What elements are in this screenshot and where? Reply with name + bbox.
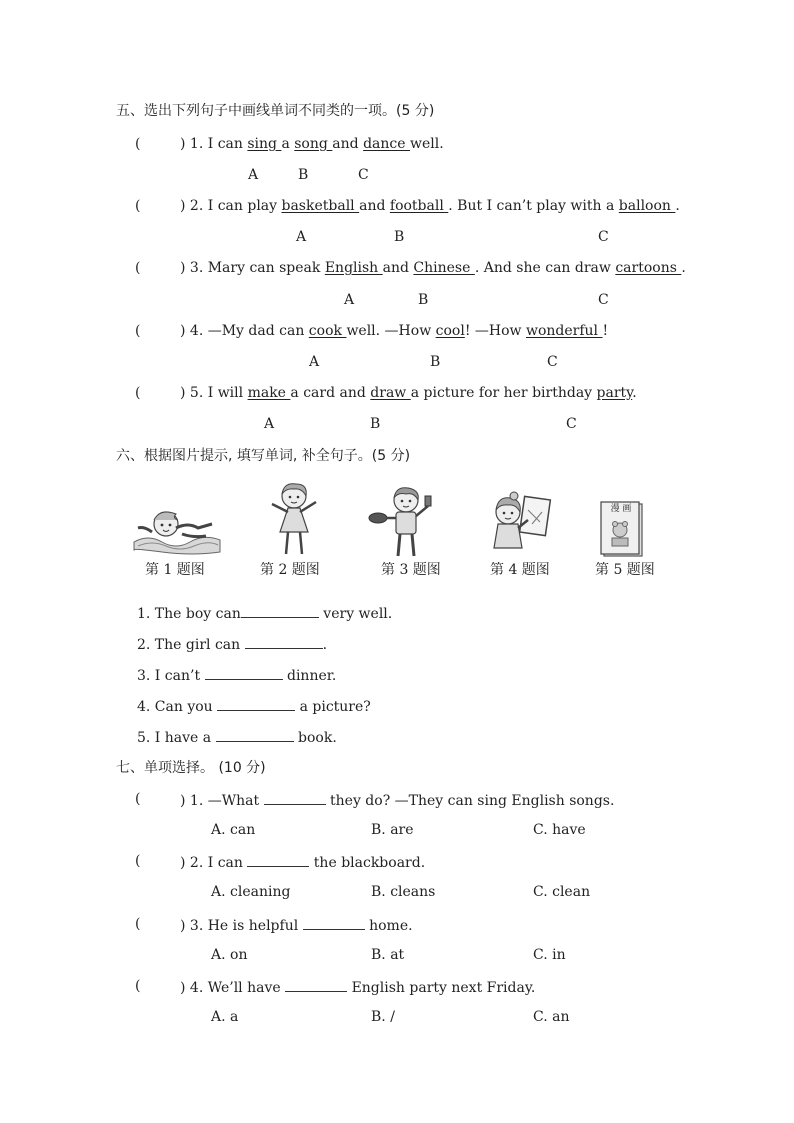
answer-blank[interactable] [264,790,326,805]
picture-caption-1: 第 1 题图 [145,562,205,578]
label-a: A [309,354,320,370]
answer-paren[interactable]: ( [135,791,141,807]
label-c: C [598,229,609,245]
picture-caption-4: 第 4 题图 [490,562,550,578]
answer-paren[interactable]: ( [135,260,141,276]
label-b: B [298,167,309,183]
question-7-4: ) 4. We’ll have English party next Friday. [180,977,535,997]
option-c[interactable]: C. clean [533,884,591,900]
cooking-boy-icon [368,484,438,558]
option-c[interactable]: C. in [533,947,566,963]
option-b[interactable]: B. are [371,822,414,838]
underlined-word-c: wonderful [525,323,603,339]
comic-book-icon [600,500,646,558]
answer-blank[interactable] [205,665,283,680]
fill-sentence-5: 5. I have a book. [137,727,337,747]
option-a[interactable]: A. can [211,822,256,838]
picture-caption-2: 第 2 题图 [260,562,320,578]
section6-heading: 六、根据图片提示, 填写单词, 补全句子。(5 分) [116,448,411,464]
fill-sentence-1: 1. The boy can very well. [137,603,392,623]
answer-blank[interactable] [216,727,294,742]
answer-blank[interactable] [247,852,309,867]
question-5-5: ) 5. I will make a card and draw a picture for her birthday party. [180,385,637,401]
underlined-word-c: party [596,385,633,401]
underlined-word-a: English [324,260,383,276]
answer-paren[interactable]: ( [135,136,141,152]
picture-caption-5: 第 5 题图 [595,562,655,578]
picture-caption-3: 第 3 题图 [381,562,441,578]
option-a[interactable]: A. on [211,947,248,963]
dancing-girl-icon [266,480,322,560]
underlined-word-a: cook [308,323,347,339]
underlined-word-c: balloon [618,198,676,214]
question-5-2: ) 2. I can play basketball and football . But I can’t play with a balloon . [180,198,680,214]
answer-blank[interactable] [217,696,295,711]
underlined-word-b: football [389,198,449,214]
label-b: B [394,229,405,245]
option-c[interactable]: C. have [533,822,586,838]
drawing-girl-icon [488,490,554,556]
question-5-4: ) 4. —My dad can cook well. —How cool! —How wonderful ! [180,323,609,339]
option-b[interactable]: B. at [371,947,405,963]
answer-paren[interactable]: ( [135,323,141,339]
underlined-word-b: cool [435,323,465,339]
label-c: C [566,416,577,432]
answer-paren[interactable]: ( [135,385,141,401]
answer-paren[interactable]: ( [135,853,141,869]
label-a: A [344,292,355,308]
underlined-word-a: make [247,385,291,401]
section5-heading: 五、选出下列句子中画线单词不同类的一项。(5 分) [116,103,435,119]
label-b: B [418,292,429,308]
question-7-1: ) 1. —What they do? —They can sing English songs. [180,790,614,810]
underlined-word-c: cartoons [615,260,682,276]
label-b: B [370,416,381,432]
answer-blank[interactable] [303,915,365,930]
underlined-word-b: song [294,136,333,152]
answer-paren[interactable]: ( [135,978,141,994]
question-7-3: ) 3. He is helpful home. [180,915,413,935]
question-5-3: ) 3. Mary can speak English and Chinese . And she can draw cartoons . [180,260,686,276]
book-title: 漫 画 [610,504,632,514]
answer-blank[interactable] [241,603,319,618]
swimming-boy-icon [132,498,224,556]
option-c[interactable]: C. an [533,1009,570,1025]
answer-blank[interactable] [245,634,323,649]
label-a: A [248,167,259,183]
option-a[interactable]: A. cleaning [211,884,291,900]
option-b[interactable]: B. cleans [371,884,436,900]
label-b: B [430,354,441,370]
section7-heading: 七、单项选择。 (10 分) [116,760,266,776]
underlined-word-a: sing [247,136,282,152]
option-b[interactable]: B. / [371,1009,395,1025]
label-c: C [358,167,369,183]
label-c: C [598,292,609,308]
question-7-2: ) 2. I can the blackboard. [180,852,425,872]
underlined-word-b: Chinese [413,260,475,276]
answer-paren[interactable]: ( [135,916,141,932]
label-a: A [264,416,275,432]
underlined-word-c: dance [363,136,410,152]
underlined-word-b: draw [370,385,411,401]
underlined-word-a: basketball [281,198,360,214]
label-c: C [547,354,558,370]
answer-paren[interactable]: ( [135,198,141,214]
question-5-1: ) 1. I can sing a song and dance well. [180,136,444,152]
label-a: A [296,229,307,245]
answer-blank[interactable] [285,977,347,992]
fill-sentence-3: 3. I can’t dinner. [137,665,336,685]
fill-sentence-4: 4. Can you a picture? [137,696,371,716]
option-a[interactable]: A. a [211,1009,239,1025]
fill-sentence-2: 2. The girl can . [137,634,327,654]
